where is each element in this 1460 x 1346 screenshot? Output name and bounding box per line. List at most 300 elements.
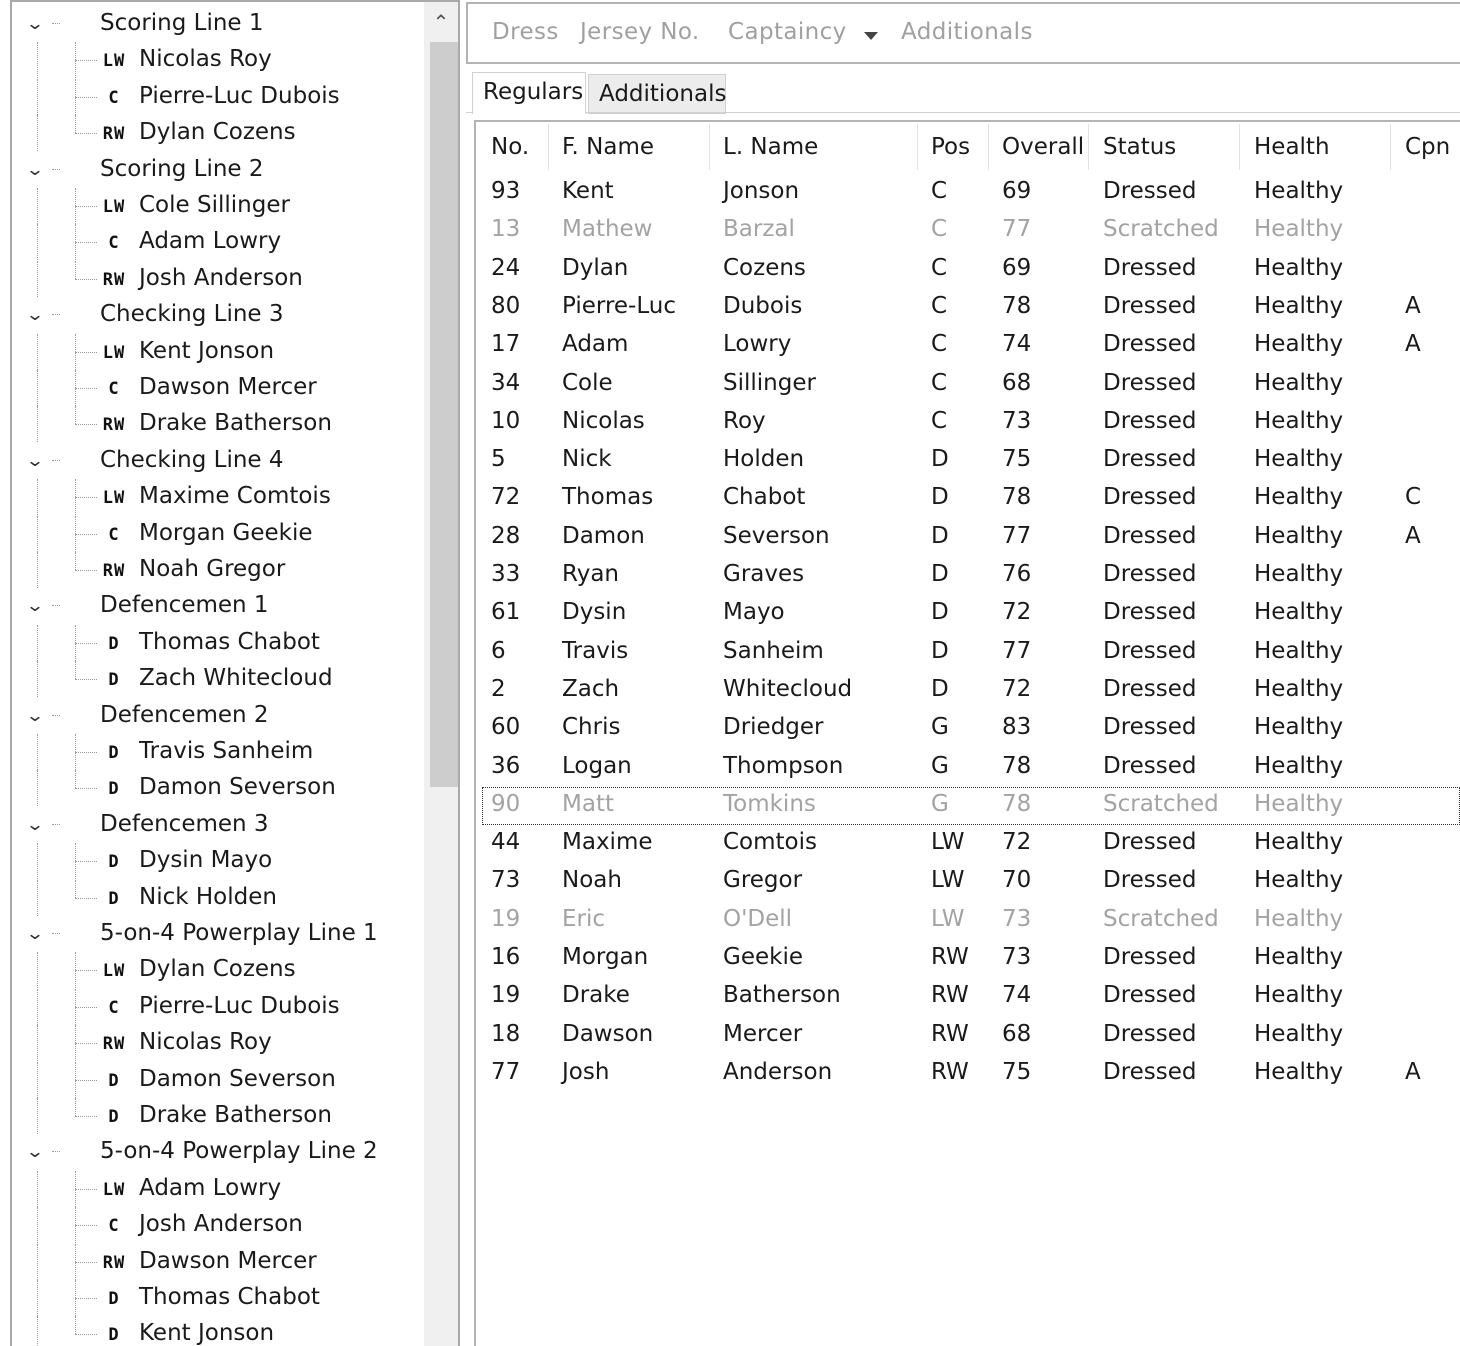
position-badge: LW xyxy=(102,488,126,509)
cell-overall: 74 xyxy=(1002,331,1032,358)
cell-status: Dressed xyxy=(1103,292,1197,319)
tree-player-item[interactable] xyxy=(12,1280,426,1316)
cell-number: 13 xyxy=(491,216,521,243)
toolbar xyxy=(466,2,1460,64)
table-row[interactable] xyxy=(476,710,1460,748)
additionals-button[interactable]: Additionals xyxy=(901,19,1033,45)
tree-group-label: Defencemen 2 xyxy=(100,701,269,728)
tree-connector xyxy=(37,734,38,770)
cell-number: 16 xyxy=(491,944,521,970)
cell-first-name: Josh xyxy=(562,1058,610,1085)
column-header-overall[interactable]: Overall xyxy=(1002,134,1085,160)
cell-health: Healthy xyxy=(1254,944,1344,970)
tree-connector xyxy=(75,752,97,753)
cell-status: Dressed xyxy=(1103,331,1197,358)
tree-connector xyxy=(75,643,97,644)
cell-captaincy: A xyxy=(1405,292,1421,319)
cell-position: G xyxy=(931,790,949,817)
cell-first-name: Cole xyxy=(562,369,613,396)
cell-number: 73 xyxy=(491,867,521,894)
cell-health: Healthy xyxy=(1254,829,1344,856)
tree-connector xyxy=(52,169,60,170)
chevron-down-icon[interactable]: ⌄ xyxy=(25,1142,45,1163)
tree-connector xyxy=(75,352,97,353)
chevron-down-icon[interactable]: ⌄ xyxy=(25,596,45,617)
tree-player-name: Dawson Mercer xyxy=(139,374,317,400)
chevron-down-icon[interactable]: ⌄ xyxy=(25,305,45,326)
position-badge: D xyxy=(108,779,120,800)
column-separator[interactable] xyxy=(548,124,549,170)
column-header-status[interactable]: Status xyxy=(1103,134,1177,160)
position-badge: C xyxy=(108,379,120,399)
cell-first-name: Mathew xyxy=(562,216,653,243)
cell-number: 19 xyxy=(491,982,521,1009)
cell-position: LW xyxy=(931,867,965,894)
table-row[interactable] xyxy=(476,1055,1460,1093)
tree-connector xyxy=(75,115,76,133)
cell-health: Healthy xyxy=(1254,369,1344,396)
tab-divider xyxy=(466,112,1460,113)
chevron-down-icon[interactable]: ⌄ xyxy=(25,814,45,835)
cell-number: 44 xyxy=(491,829,521,856)
position-badge: D xyxy=(108,1325,120,1346)
column-separator[interactable] xyxy=(1239,124,1240,170)
cell-overall: 72 xyxy=(1002,829,1032,856)
tree-player-name: Travis Sanheim xyxy=(139,738,314,764)
cell-number: 34 xyxy=(491,369,521,396)
chevron-down-icon[interactable]: ⌄ xyxy=(25,705,45,726)
tree-player-item[interactable] xyxy=(12,42,426,78)
tree-connector xyxy=(37,880,38,916)
tree-player-item[interactable] xyxy=(12,952,426,988)
cell-overall: 73 xyxy=(1002,944,1032,970)
cell-first-name: Morgan xyxy=(562,944,649,970)
tree-group[interactable] xyxy=(12,807,426,843)
position-badge: RW xyxy=(102,269,126,290)
cell-last-name: Jonson xyxy=(723,178,800,204)
cell-last-name: Cozens xyxy=(723,254,806,281)
cell-last-name: O'Dell xyxy=(723,905,793,932)
tree-scrollbar-thumb[interactable] xyxy=(430,42,460,787)
cell-health: Healthy xyxy=(1254,1058,1344,1085)
tree-connector xyxy=(75,861,97,862)
table-row[interactable] xyxy=(476,595,1460,633)
tree-connector xyxy=(75,1334,97,1335)
cell-health: Healthy xyxy=(1254,484,1344,511)
tree-group[interactable] xyxy=(12,6,426,42)
jersey-number-button[interactable]: Jersey No. xyxy=(580,19,700,45)
tree-player-item[interactable] xyxy=(12,625,426,661)
tree-player-item[interactable] xyxy=(12,224,426,260)
tree-player-name: Pierre-Luc Dubois xyxy=(139,82,340,109)
cell-status: Scratched xyxy=(1103,905,1219,932)
tree-player-name: Zach Whitecloud xyxy=(139,665,333,692)
cell-first-name: Ryan xyxy=(562,561,620,587)
table-row[interactable] xyxy=(476,863,1460,901)
tree-player-name: Kent Jonson xyxy=(139,1320,275,1346)
position-badge: C xyxy=(108,997,120,1018)
tree-player-name: Damon Severson xyxy=(139,774,336,801)
cell-overall: 68 xyxy=(1002,369,1032,396)
cell-overall: 78 xyxy=(1002,292,1032,319)
lines-tree xyxy=(12,2,426,1346)
cell-health: Healthy xyxy=(1254,292,1344,319)
cell-health: Healthy xyxy=(1254,331,1344,358)
tree-player-name: Dylan Cozens xyxy=(139,119,296,146)
tree-connector xyxy=(75,880,76,898)
cell-overall: 83 xyxy=(1002,714,1032,741)
cell-last-name: Lowry xyxy=(723,331,792,358)
tree-connector xyxy=(75,770,76,788)
tree-group[interactable] xyxy=(12,297,426,333)
table-row[interactable] xyxy=(476,404,1460,442)
table-row[interactable] xyxy=(476,557,1460,595)
cell-last-name: Thompson xyxy=(723,752,844,779)
tree-connector xyxy=(75,970,97,971)
cell-health: Healthy xyxy=(1254,752,1344,779)
tree-connector xyxy=(75,497,97,498)
tree-player-item[interactable] xyxy=(12,989,426,1025)
tree-connector xyxy=(52,824,60,825)
position-badge: LW xyxy=(102,197,126,217)
tree-connector xyxy=(75,424,97,425)
tree-player-name: Damon Severson xyxy=(139,1065,336,1092)
cell-overall: 75 xyxy=(1002,1058,1032,1085)
tab-regulars[interactable]: Regulars xyxy=(472,72,586,114)
cell-overall: 75 xyxy=(1002,446,1032,473)
tree-connector xyxy=(75,552,76,570)
cell-overall: 68 xyxy=(1002,1020,1032,1047)
table-row[interactable] xyxy=(476,442,1460,480)
tree-connector xyxy=(75,1316,76,1334)
cell-number: 10 xyxy=(491,407,521,434)
dress-button[interactable]: Dress xyxy=(492,19,559,45)
tree-player-item[interactable] xyxy=(12,1025,426,1061)
cell-first-name: Matt xyxy=(562,790,614,817)
table-row[interactable] xyxy=(476,480,1460,518)
cell-number: 90 xyxy=(491,790,521,817)
tree-connector xyxy=(75,1262,97,1263)
cell-overall: 69 xyxy=(1002,254,1032,281)
column-separator[interactable] xyxy=(709,124,710,170)
table-row[interactable] xyxy=(476,174,1460,212)
cell-first-name: Nick xyxy=(562,446,612,473)
tree-player-name: Dysin Mayo xyxy=(139,847,273,874)
table-row[interactable] xyxy=(476,1017,1460,1055)
table-row[interactable] xyxy=(476,251,1460,289)
cell-position: RW xyxy=(931,1058,969,1085)
column-separator[interactable] xyxy=(1088,124,1089,170)
cell-captaincy: A xyxy=(1405,331,1421,358)
tree-connector xyxy=(75,534,97,535)
tree-group-label: 5-on-4 Powerplay Line 2 xyxy=(100,1138,378,1165)
cell-health: Healthy xyxy=(1254,522,1344,549)
position-badge: RW xyxy=(102,1252,126,1273)
tree-group[interactable] xyxy=(12,588,426,624)
tree-connector xyxy=(37,989,38,1025)
tree-player-item[interactable] xyxy=(12,843,426,879)
chevron-up-icon[interactable]: ⌃ xyxy=(432,10,450,34)
cell-position: C xyxy=(931,216,948,243)
cell-captaincy: A xyxy=(1405,1058,1421,1085)
tree-player-name: Thomas Chabot xyxy=(139,628,320,655)
cell-last-name: Whitecloud xyxy=(723,675,853,702)
cell-first-name: Kent xyxy=(562,178,614,204)
cell-health: Healthy xyxy=(1254,714,1344,741)
tree-player-item[interactable] xyxy=(12,334,426,370)
table-row[interactable] xyxy=(476,212,1460,250)
tree-player-item[interactable] xyxy=(12,1098,426,1134)
column-header-first-name[interactable]: F. Name xyxy=(562,134,655,160)
tree-group[interactable] xyxy=(12,698,426,734)
cell-position: D xyxy=(931,561,949,587)
position-badge: D xyxy=(108,670,120,691)
position-badge: C xyxy=(108,233,120,254)
cell-status: Scratched xyxy=(1103,790,1219,817)
tree-connector xyxy=(37,1025,38,1061)
cell-status: Dressed xyxy=(1103,714,1197,741)
cell-status: Dressed xyxy=(1103,522,1197,549)
cell-first-name: Noah xyxy=(562,867,622,894)
position-badge: D xyxy=(108,1289,120,1309)
captaincy-button[interactable]: Captaincy xyxy=(728,19,847,45)
cell-last-name: Tomkins xyxy=(723,790,816,817)
tree-player-item[interactable] xyxy=(12,1207,426,1243)
cell-last-name: Batherson xyxy=(723,982,841,1009)
tree-player-item[interactable] xyxy=(12,1171,426,1207)
tree-player-item[interactable] xyxy=(12,516,426,552)
table-row[interactable] xyxy=(476,289,1460,327)
chevron-down-icon[interactable]: ⌄ xyxy=(25,450,45,471)
position-badge: RW xyxy=(102,1034,126,1055)
tree-connector xyxy=(37,334,38,370)
tree-player-item[interactable] xyxy=(12,880,426,916)
tree-player-item[interactable] xyxy=(12,479,426,515)
tree-connector xyxy=(52,1151,60,1152)
cell-status: Dressed xyxy=(1103,675,1197,702)
tree-player-name: Noah Gregor xyxy=(139,556,286,582)
tree-player-name: Nicolas Roy xyxy=(139,1029,272,1056)
cell-status: Dressed xyxy=(1103,446,1197,473)
cell-last-name: Holden xyxy=(723,446,805,473)
chevron-down-icon[interactable]: ⌄ xyxy=(25,924,45,944)
tree-connector xyxy=(75,1189,97,1190)
cell-overall: 73 xyxy=(1002,407,1032,434)
cell-last-name: Severson xyxy=(723,522,830,549)
tree-connector xyxy=(37,770,38,806)
cell-position: C xyxy=(931,178,948,204)
cell-first-name: Adam xyxy=(562,331,629,358)
cell-first-name: Dylan xyxy=(562,254,629,281)
position-badge: C xyxy=(108,1216,120,1237)
table-row[interactable] xyxy=(476,902,1460,940)
cell-first-name: Logan xyxy=(562,752,632,779)
tree-player-name: Maxime Comtois xyxy=(139,483,331,510)
tree-player-name: Dawson Mercer xyxy=(139,1247,317,1274)
tree-connector xyxy=(75,133,97,134)
tree-connector xyxy=(75,788,97,789)
tree-player-item[interactable] xyxy=(12,1062,426,1098)
column-header-last-name[interactable]: L. Name xyxy=(723,134,819,160)
chevron-down-icon[interactable]: ⌄ xyxy=(25,14,45,34)
tree-connector xyxy=(37,1316,38,1346)
chevron-down-icon[interactable]: ⌄ xyxy=(25,159,45,180)
tree-player-item[interactable] xyxy=(12,261,426,297)
cell-last-name: Dubois xyxy=(723,292,803,319)
position-badge: RW xyxy=(102,415,126,436)
tree-connector xyxy=(37,1207,38,1243)
cell-overall: 76 xyxy=(1002,561,1032,587)
cell-overall: 78 xyxy=(1002,752,1032,779)
tree-player-item[interactable] xyxy=(12,79,426,115)
tree-connector xyxy=(75,1116,97,1117)
cell-health: Healthy xyxy=(1254,407,1344,434)
tree-connector xyxy=(37,79,38,115)
position-badge: C xyxy=(108,87,120,108)
cell-status: Dressed xyxy=(1103,561,1197,587)
tree-connector xyxy=(37,1244,38,1280)
tree-player-name: Kent Jonson xyxy=(139,337,275,364)
table-row[interactable] xyxy=(476,940,1460,978)
tree-player-item[interactable] xyxy=(12,188,426,224)
tree-connector xyxy=(75,97,97,98)
tree-connector xyxy=(75,1007,97,1008)
table-row[interactable] xyxy=(476,749,1460,787)
column-header-captaincy[interactable]: Cpn xyxy=(1405,134,1451,160)
tree-player-item[interactable] xyxy=(12,734,426,770)
cell-overall: 78 xyxy=(1002,484,1032,511)
tree-connector xyxy=(37,42,38,78)
cell-overall: 77 xyxy=(1002,216,1032,243)
cell-health: Healthy xyxy=(1254,1020,1344,1047)
column-separator[interactable] xyxy=(988,124,989,170)
cell-position: C xyxy=(931,369,948,396)
column-separator[interactable] xyxy=(917,124,918,170)
cell-number: 36 xyxy=(491,752,521,779)
tree-group[interactable] xyxy=(12,1134,426,1170)
cell-status: Dressed xyxy=(1103,1058,1197,1085)
table-row[interactable] xyxy=(476,825,1460,863)
cell-status: Dressed xyxy=(1103,829,1197,856)
position-badge: LW xyxy=(102,342,126,363)
cell-last-name: Driedger xyxy=(723,714,824,741)
tree-connector xyxy=(75,388,97,389)
table-row[interactable] xyxy=(476,634,1460,672)
table-row[interactable] xyxy=(482,787,1460,825)
tree-group-label: Scoring Line 1 xyxy=(100,10,264,36)
tree-group[interactable] xyxy=(12,152,426,188)
tree-player-item[interactable] xyxy=(12,770,426,806)
tree-player-item[interactable] xyxy=(12,370,426,406)
table-row[interactable] xyxy=(476,327,1460,365)
cell-status: Dressed xyxy=(1103,484,1197,511)
cell-position: D xyxy=(931,446,949,473)
tree-player-name: Drake Batherson xyxy=(139,410,332,437)
cell-first-name: Damon xyxy=(562,522,645,549)
cell-position: LW xyxy=(931,829,965,856)
roster-panel xyxy=(466,0,1460,1346)
tree-connector xyxy=(52,314,60,315)
cell-status: Scratched xyxy=(1103,216,1219,243)
cell-position: G xyxy=(931,714,949,741)
column-separator[interactable] xyxy=(1390,124,1391,170)
tree-connector xyxy=(52,460,60,461)
position-badge: D xyxy=(108,852,120,873)
cell-status: Dressed xyxy=(1103,178,1197,204)
tree-player-name: Drake Batherson xyxy=(139,1102,332,1128)
position-badge: D xyxy=(108,1107,120,1127)
tree-player-item[interactable] xyxy=(12,661,426,697)
cell-first-name: Maxime xyxy=(562,829,653,856)
tree-player-name: Josh Anderson xyxy=(139,1211,303,1238)
cell-captaincy: C xyxy=(1405,484,1422,511)
cell-overall: 74 xyxy=(1002,982,1032,1009)
cell-position: C xyxy=(931,254,948,281)
tree-group-label: Checking Line 4 xyxy=(100,446,284,473)
tree-connector xyxy=(75,1298,97,1299)
tree-group[interactable] xyxy=(12,443,426,479)
tree-player-item[interactable] xyxy=(12,406,426,442)
column-header-number[interactable]: No. xyxy=(491,134,530,160)
captaincy-dropdown-arrow-icon[interactable] xyxy=(864,32,878,40)
tree-connector xyxy=(37,516,38,552)
tree-connector xyxy=(75,261,76,279)
table-row[interactable] xyxy=(476,978,1460,1016)
tree-connector xyxy=(37,1098,38,1134)
table-row[interactable] xyxy=(476,519,1460,557)
column-header-health[interactable]: Health xyxy=(1254,134,1330,160)
cell-last-name: Barzal xyxy=(723,216,795,243)
cell-health: Healthy xyxy=(1254,178,1344,204)
tree-connector xyxy=(75,898,97,899)
cell-position: RW xyxy=(931,944,969,970)
tree-player-item[interactable] xyxy=(12,1316,426,1346)
cell-position: D xyxy=(931,675,949,702)
column-header-position[interactable]: Pos xyxy=(931,134,971,160)
cell-number: 28 xyxy=(491,522,521,549)
tree-scrollbar[interactable] xyxy=(424,2,458,1346)
tree-connector xyxy=(37,552,38,588)
tab-additionals[interactable]: Additionals xyxy=(588,74,726,114)
tree-player-item[interactable] xyxy=(12,115,426,151)
tree-player-item[interactable] xyxy=(12,1244,426,1280)
table-row[interactable] xyxy=(476,366,1460,404)
tree-player-name: Pierre-Luc Dubois xyxy=(139,992,340,1019)
tree-player-name: Nicolas Roy xyxy=(139,46,272,73)
position-badge: D xyxy=(108,1070,120,1091)
tree-connector xyxy=(37,188,38,224)
tree-connector xyxy=(75,279,97,280)
tree-group-label: Checking Line 3 xyxy=(100,301,284,328)
cell-first-name: Chris xyxy=(562,714,621,741)
cell-first-name: Zach xyxy=(562,675,620,702)
tree-connector xyxy=(37,224,38,260)
position-badge: LW xyxy=(102,961,126,982)
table-row[interactable] xyxy=(476,672,1460,710)
tree-player-name: Morgan Geekie xyxy=(139,519,313,546)
cell-status: Dressed xyxy=(1103,407,1197,434)
cell-health: Healthy xyxy=(1254,905,1344,932)
cell-status: Dressed xyxy=(1103,599,1197,626)
cell-first-name: Travis xyxy=(562,637,629,664)
tree-player-name: Cole Sillinger xyxy=(139,192,290,218)
cell-status: Dressed xyxy=(1103,944,1197,970)
tree-player-item[interactable] xyxy=(12,552,426,588)
tree-connector xyxy=(37,1062,38,1098)
cell-overall: 72 xyxy=(1002,675,1032,702)
tree-group[interactable] xyxy=(12,916,426,952)
cell-status: Dressed xyxy=(1103,369,1197,396)
